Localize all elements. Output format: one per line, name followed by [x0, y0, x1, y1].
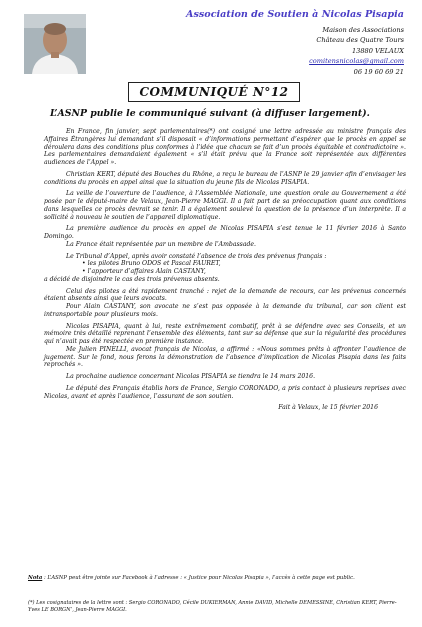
subtitle: L’ASNP publie le communiqué suivant (à diffuser largement).	[50, 108, 370, 119]
paragraph: Christian KERT, député des Bouches du Rhône, a reçu le bureau de l’ASNP le 29 janvier afin d’envisager les conditions du procès en appel ainsi que la situation du jeune fils de Nicolas PISAPIA.	[44, 170, 406, 186]
paragraph: La prochaine audience concernant Nicolas PISAPIA se tiendra le 14 mars 2016.	[66, 373, 316, 380]
paragraph: Celui des pilotes a été rapidement tranché : rejet de la demande de recours, car les prévenus concernés étaient absents ainsi que leurs avocats.	[44, 287, 406, 303]
paragraph: La veille de l’ouverture de l’audience, à l’Assemblée Nationale, une question orale au Gouvernement a été posée par le député-maire de Velaux, Jean-Pierre MAGGI. Il a fait part de sa préoccupation quant aux conditions dans lesquelles ce procès devrait se tenir. Il a également soulevé la question de la présence d’un interprète. Il a sollicité à nouveau le soutien de l’appareil diplomatique.	[44, 190, 406, 221]
communique-title: COMMUNIQUÉ N°12	[128, 82, 300, 102]
address-line-1: Maison des Associations	[322, 25, 404, 34]
address-line-2: Château des Quatre Tours	[316, 36, 404, 44]
note-text: : L’ASNP peut être jointe sur Facebook à l’adresse : « Justice pour Nicolas Pisapia », l’accès à cette page est public.	[42, 575, 355, 581]
list-item: • les pilotes Bruno ODOS et Pascal FAURET,	[82, 260, 406, 268]
paragraph: Me Julien PINELLI, avocat français de Nicolas, a affirmé : «Nous sommes prêts à affronter l’audience de jugement. Sur le fond, nous ferons la démonstration de l’absence d’implication de Nicolas Pisapia dans les faits reprochés ».	[44, 345, 406, 369]
signature-line: Fait à Velaux, le 15 février 2016	[278, 404, 378, 412]
absent-defendants-list	[44, 260, 406, 276]
association-name: Association de Soutien à Nicolas Pisapia	[186, 9, 404, 20]
paragraph: La France était représentée par un membre de l’Ambassade.	[66, 240, 257, 248]
communique-body	[44, 128, 406, 412]
signatories-footnote: (*) Les cosignataires de la lettre sont : Sergio CORONADO, Cécile DUKIERMAN, Annie DAVID, Michelle DEMESSINE, Christian KERT, Pierre-Yves LE BORGN’, Jean-Pierre MAGGI.	[28, 600, 397, 613]
paragraph: Le Tribunal d’Appel, après avoir constaté l’absence de trois des prévenus français :	[66, 252, 327, 260]
phone-number: 06 19 60 69 21	[353, 67, 404, 76]
note-label: Nota	[28, 575, 43, 581]
paragraph: En France, fin janvier, sept parlementaires(*) ont cosigné une lettre adressée au ministre français des Affaires Étrangères lui demandant s’il disposait « d’informations permettant d’espérer que le procès en appel se déroulera dans des conditions plus conformes à l’idée que chacun se fait d’un procès équitable et contradictoire ». Les parlementaires demandaient également « s’il était prévu que la France soit représentée aux différentes audiences de l’Appel ».	[44, 128, 406, 166]
paragraph: La première audience du procès en appel de Nicolas PISAPIA s’est tenue le 11 février 2016 à Santo Domingo.	[44, 225, 406, 240]
email-link[interactable]: comitensnicolas@gmail.com	[309, 57, 404, 65]
paragraph: Le député des Français établis hors de France, Sergio CORONADO, a pris contact à plusieurs reprises avec Nicolas, avant et après l’audience, l’assurant de son soutien.	[44, 384, 406, 400]
paragraph: a décidé de disjoindre le cas des trois prévenus absents.	[44, 275, 220, 283]
address-line-3: 13880 VELAUX	[351, 46, 404, 55]
facebook-note	[28, 575, 406, 582]
paragraph: Pour Alain CASTANY, son avocate ne s’est pas opposée à la demande du tribunal, car son client est intransportable pour plusieurs mois.	[44, 303, 406, 318]
paragraph: Nicolas PISAPIA, quant à lui, reste extrêmement combatif, prêt à se défendre avec ses Conseils, et un mémoire très détaillé reprenant l’ensemble des éléments, tant sur sa défense que sur la régularité des procédures qui n’avait pas été respectée en première instance.	[44, 322, 406, 345]
list-item: • l’apporteur d’affaires Alain CASTANY,	[82, 268, 406, 276]
portrait-image	[24, 14, 86, 74]
letterhead	[154, 10, 404, 77]
portrait-photo	[24, 14, 86, 74]
